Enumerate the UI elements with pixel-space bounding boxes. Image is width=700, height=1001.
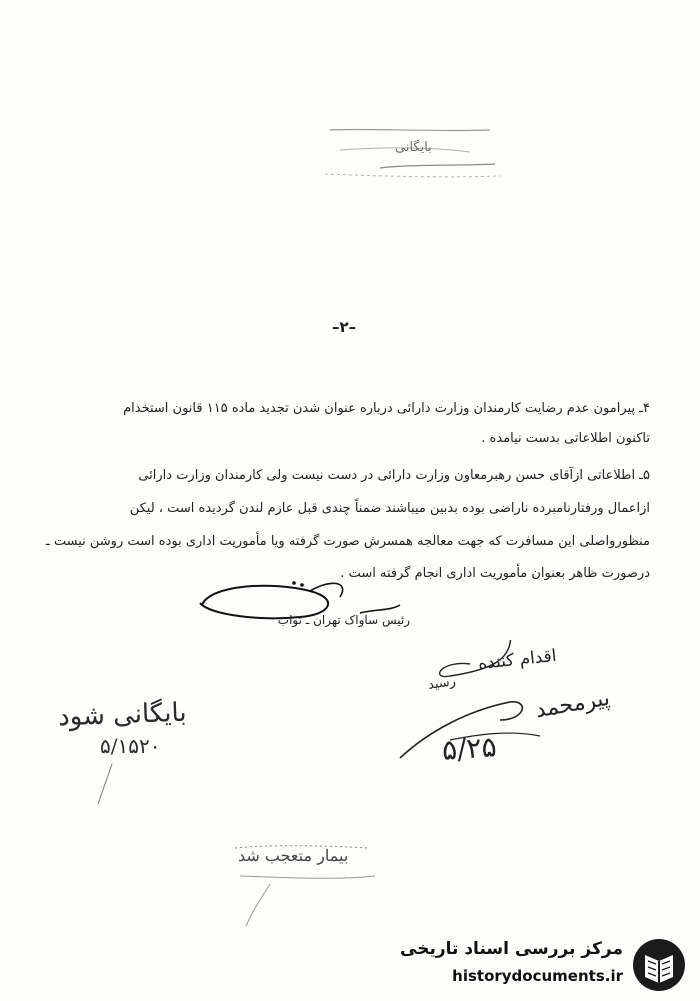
handwritten-note-1: اقدام کننده: [477, 645, 558, 675]
archive-note: بایگانی شود: [57, 697, 188, 733]
archive-date: ۵/۱۵۲۰: [100, 734, 161, 758]
handwritten-scribbles: [390, 640, 690, 790]
paragraph-5-line-1: ۵ـ اطلاعاتی ازآقای حسن رهبرمعاون وزارت دارائی در دست نیست ولی کارمندان وزارت دارائی: [138, 468, 650, 483]
book-emblem-icon: [631, 937, 687, 993]
paragraph-4-line-1: ۴ـ پیرامون عدم رضایت کارمندان وزارت دارائی درباره عنوان شدن تجدید ماده ۱۱۵ قانون استخدام: [123, 401, 650, 416]
watermark: [400, 935, 695, 995]
bottom-stamp-note: بیمار متعجب شد: [238, 846, 349, 865]
top-stamp-text: بایگانی: [395, 140, 432, 155]
page-number: –۲–: [332, 318, 357, 336]
paragraph-5-line-4: درصورت ظاهر بعنوان مأموریت اداری انجام گرفته است .: [340, 566, 650, 581]
stray-mark-bottom: [240, 880, 280, 930]
paragraph-5-line-3: منظورواصلی این مسافرت که جهت معالجه همسرش صورت گرفته ویا مأموریت اداری بوده است روشن نیست ـ: [45, 534, 650, 549]
paragraph-5-line-2: ازاعمال ورفتارنامبرده ناراضی بوده بدبین میباشند ضمناً چندی قبل عازم لندن گردیده است ، لیکن: [129, 501, 650, 516]
bottom-stamp-marks: [230, 842, 380, 882]
watermark-url: historydocuments.ir: [452, 967, 623, 985]
handwritten-note-2: رسید: [427, 674, 457, 693]
stray-mark-left: [90, 760, 120, 810]
watermark-title: مرکز بررسی اسناد تاریخی: [400, 939, 623, 959]
handwritten-note-3: پیرمحمد: [533, 685, 612, 724]
signature-title: رئیس ساواک تهران ـ ثواب: [277, 613, 410, 627]
paragraph-4-line-2: تاکنون اطلاعاتی بدست نیامده .: [481, 431, 650, 446]
handwritten-date: ۵/۲۵: [440, 730, 498, 767]
